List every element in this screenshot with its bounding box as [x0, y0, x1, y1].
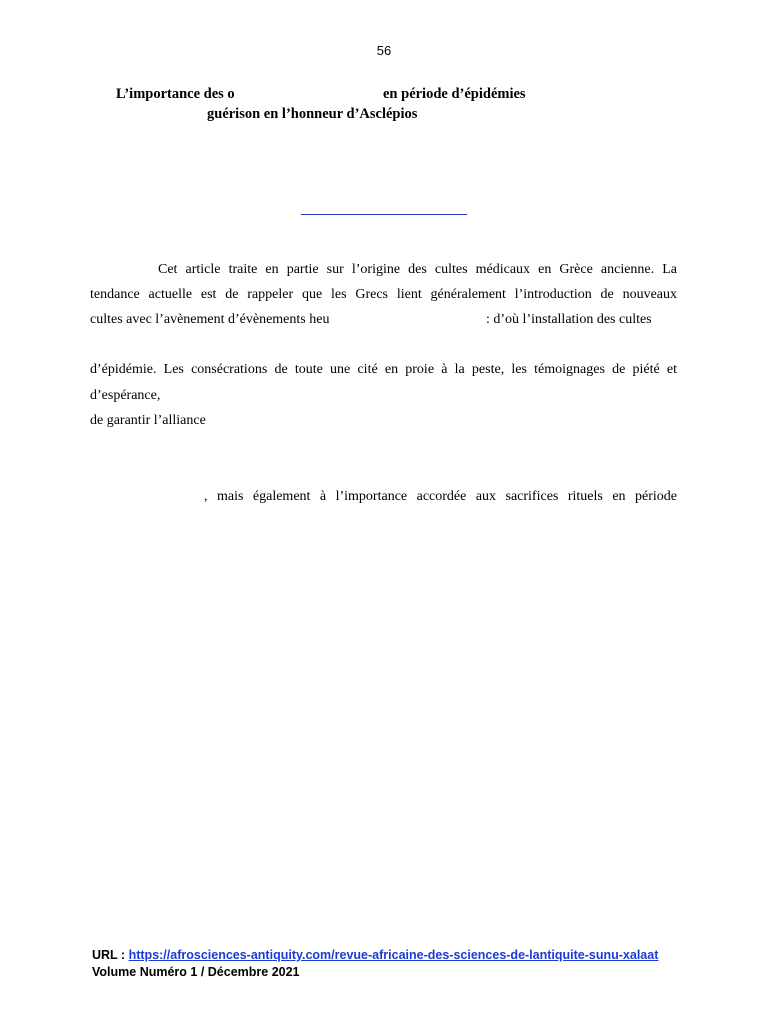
- title-line-1-part-1: L’importance des o: [116, 86, 235, 102]
- title-line-1-part-2: en période d’épidémies: [383, 86, 526, 102]
- page-number: 56: [376, 43, 392, 58]
- abstract-line-4: d’épidémie. Les consécrations de toute une cité en proie à la peste, les témoignages de piété et: [90, 362, 677, 377]
- abstract-line-5: d’espérance,: [90, 388, 161, 403]
- footer-url-label: URL :: [92, 948, 126, 962]
- author-link-underline[interactable]: [301, 214, 467, 215]
- abstract-line-3-part-1: cultes avec l’avènement d’évènements heu: [90, 312, 330, 327]
- abstract-line-7: , mais également à l’importance accordée aux sacrifices rituels en période: [204, 489, 677, 504]
- abstract-line-3-part-2: : d’où l’installation des cultes: [486, 312, 652, 327]
- abstract-line-2: tendance actuelle est de rappeler que les Grecs lient généralement l’introduction de nouveaux: [90, 287, 677, 302]
- abstract-line-6: de garantir l’alliance: [90, 413, 206, 428]
- footer-url-line: [92, 948, 658, 962]
- footer-url-link[interactable]: https://afrosciences-antiquity.com/revue-africaine-des-sciences-de-lantiquite-sunu-xalaat: [128, 948, 659, 962]
- title-line-2: guérison en l’honneur d’Asclépios: [207, 106, 418, 122]
- abstract-line-1: Cet article traite en partie sur l’origine des cultes médicaux en Grèce ancienne. La: [158, 262, 677, 277]
- footer-volume: Volume Numéro 1 / Décembre 2021: [92, 965, 300, 979]
